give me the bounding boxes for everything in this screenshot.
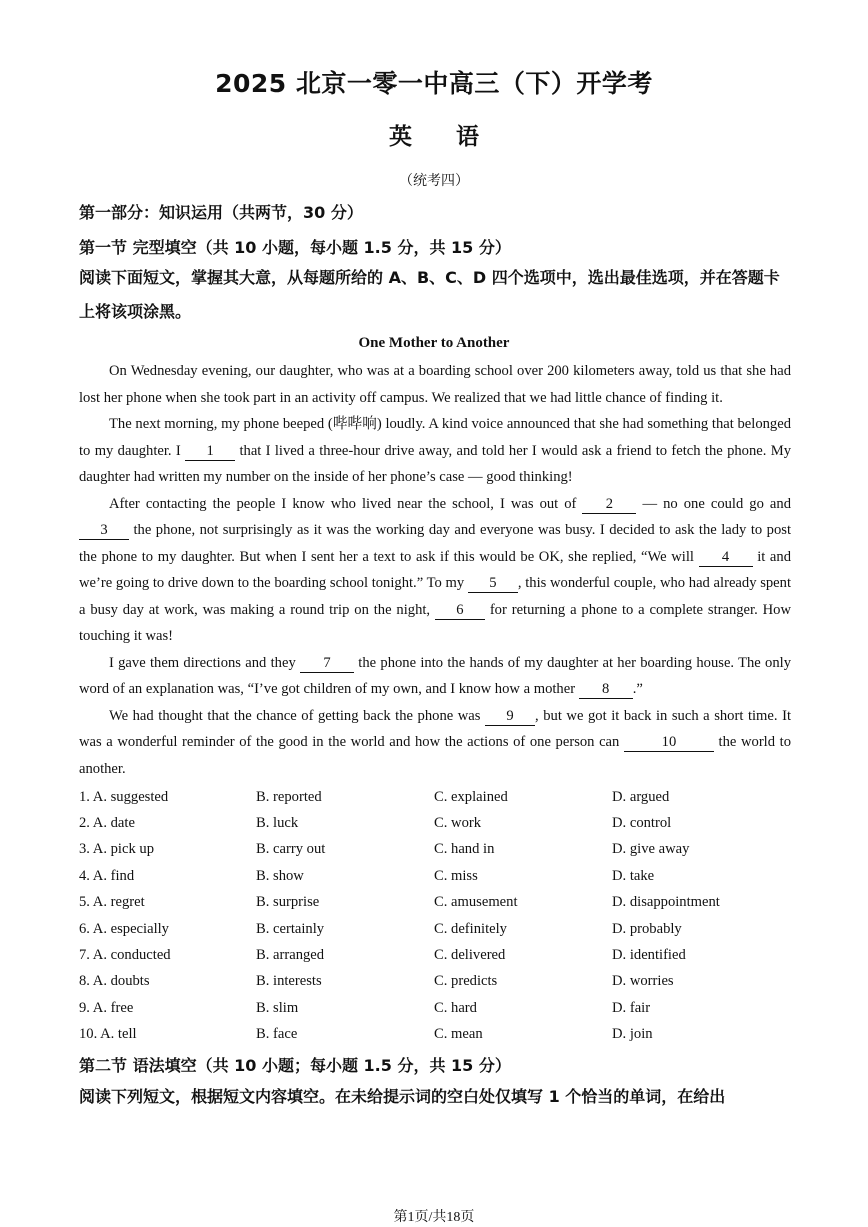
section-instruction: 阅读下面短文，掌握其大意，从每题所给的 A、B、C、D 四个选项中，选出最佳选项，并在答题卡上将该项涂黑。 xyxy=(79,268,780,321)
option[interactable]: B. luck xyxy=(256,815,299,832)
option[interactable]: B. slim xyxy=(256,999,299,1016)
option[interactable]: 3. A. pick up xyxy=(79,841,154,858)
option[interactable]: D. give away xyxy=(612,841,690,858)
blank-7[interactable]: 7 xyxy=(300,654,354,673)
subject-title xyxy=(0,118,868,151)
option-row-8 xyxy=(79,969,791,995)
option[interactable]: B. interests xyxy=(256,973,322,990)
paragraph: I gave them directions and they 7 the phone into the hands of my daughter at her boarding house. The only word of an explanation was, “I’ve got children of my own, and I know how a mother 8 .” xyxy=(79,654,792,697)
paragraph: After contacting the people I know who lived near the school, I was out of 2 — no one could go and 3 the phone, not surprisingly as it was the working day and everyone was busy. I decided to ask the lady to post the phone to my daughter. But when I sent her a text to ask if this would be OK, she replied, “We will 4 it and we’re going to drive down to the boarding school tonight.” To my 5 , this wonderful couple, who had already spent a busy day at work, was making a round trip on the night, 6 for returning a phone to a complete stranger. How touching it was! xyxy=(79,495,792,644)
option[interactable]: B. carry out xyxy=(256,841,326,858)
option[interactable]: B. surprise xyxy=(256,894,320,911)
option[interactable]: B. face xyxy=(256,1026,298,1043)
blank-4[interactable]: 4 xyxy=(699,548,753,567)
blank-1[interactable]: 1 xyxy=(185,442,235,461)
option[interactable]: C. predicts xyxy=(434,973,498,990)
option[interactable]: C. hand in xyxy=(434,841,495,858)
option[interactable]: C. amusement xyxy=(434,894,518,911)
option[interactable]: 4. A. find xyxy=(79,867,135,884)
option[interactable]: 9. A. free xyxy=(79,999,134,1016)
page-number: 第1页/共18页 xyxy=(393,1210,475,1225)
section-heading: 第二节 语法填空（共 10 小题；每小题 1.5 分，共 15 分） xyxy=(79,1056,511,1075)
blank-6[interactable]: 6 xyxy=(435,601,485,620)
option-row-6 xyxy=(79,916,791,942)
option[interactable]: 10. A. tell xyxy=(79,1026,137,1043)
option[interactable]: 8. A. doubts xyxy=(79,973,150,990)
option[interactable]: 1. A. suggested xyxy=(79,788,169,805)
option-row-10 xyxy=(79,1022,791,1048)
option[interactable]: C. miss xyxy=(434,867,478,884)
blank-10[interactable]: 10 xyxy=(624,733,714,752)
paragraph: On Wednesday evening, our daughter, who was at a boarding school over 200 kilometers away, told us that she had lost her phone when she took part in an activity off campus. We realized that we had little chance of finding it. xyxy=(79,363,791,406)
blank-9[interactable]: 9 xyxy=(485,707,535,726)
option[interactable]: D. worries xyxy=(612,973,674,990)
blank-5[interactable]: 5 xyxy=(468,574,518,593)
part-heading: 第一部分：知识运用（共两节，30 分） xyxy=(79,203,363,222)
option[interactable]: C. mean xyxy=(434,1026,483,1043)
option-row-2 xyxy=(79,810,791,836)
blank-3[interactable]: 3 xyxy=(79,521,129,540)
option[interactable]: C. delivered xyxy=(434,947,506,964)
option[interactable]: D. take xyxy=(612,867,655,884)
section-instruction: 阅读下列短文，根据短文内容填空。在未给提示词的空白处仅填写 1 个恰当的单词，在给出 xyxy=(79,1087,726,1106)
paragraph: We had thought that the chance of getting back the phone was 9 , but we got it back in such a short time. It was a wonderful reminder of the good in the world and how the actions of one person can 10 the world to another. xyxy=(79,707,791,777)
option[interactable]: C. explained xyxy=(434,788,508,805)
option[interactable]: D. disappointment xyxy=(612,894,720,911)
option[interactable]: 7. A. conducted xyxy=(79,947,171,964)
option[interactable]: 6. A. especially xyxy=(79,920,169,937)
option-row-7 xyxy=(79,942,791,968)
option[interactable]: D. argued xyxy=(612,788,670,805)
exam-title: 2025 北京一零一中高三（下）开学考 xyxy=(215,69,653,98)
option-row-9 xyxy=(79,995,791,1021)
section-heading: 第一节 完型填空（共 10 小题，每小题 1.5 分，共 15 分） xyxy=(79,238,511,257)
option[interactable]: D. identified xyxy=(612,947,686,964)
option[interactable]: C. work xyxy=(434,815,482,832)
option[interactable]: 2. A. date xyxy=(79,815,135,832)
option[interactable]: C. definitely xyxy=(434,920,507,937)
option[interactable]: 5. A. regret xyxy=(79,894,145,911)
passage-title: One Mother to Another xyxy=(358,335,510,351)
option-row-5 xyxy=(79,890,791,916)
subject-char: 英 xyxy=(389,124,412,150)
blank-8[interactable]: 8 xyxy=(579,680,633,699)
option[interactable]: B. show xyxy=(256,867,304,884)
option[interactable]: B. certainly xyxy=(256,920,325,937)
option[interactable]: D. probably xyxy=(612,920,682,937)
option[interactable]: C. hard xyxy=(434,999,477,1016)
option[interactable]: D. control xyxy=(612,815,672,832)
paragraph: The next morning, my phone beeped (哔哔响) loudly. A kind voice announced that she had something that belonged to my daughter. I 1 that I lived a three-hour drive away, and told her I would ask a friend to fetch the phone. My daughter had written my number on the inside of her phone’s case — good thinking! xyxy=(79,416,791,485)
option[interactable]: B. arranged xyxy=(256,947,325,964)
option[interactable]: B. reported xyxy=(256,788,322,805)
option-row-4 xyxy=(79,863,791,889)
option[interactable]: D. fair xyxy=(612,999,651,1016)
blank-2[interactable]: 2 xyxy=(582,495,636,514)
option-row-1 xyxy=(79,784,791,810)
subject-char: 语 xyxy=(456,124,479,150)
answer-options xyxy=(79,784,791,1048)
passage-body xyxy=(79,358,791,782)
exam-note: （统考四） xyxy=(399,174,469,189)
option[interactable]: D. join xyxy=(612,1026,653,1043)
option-row-3 xyxy=(79,837,791,863)
